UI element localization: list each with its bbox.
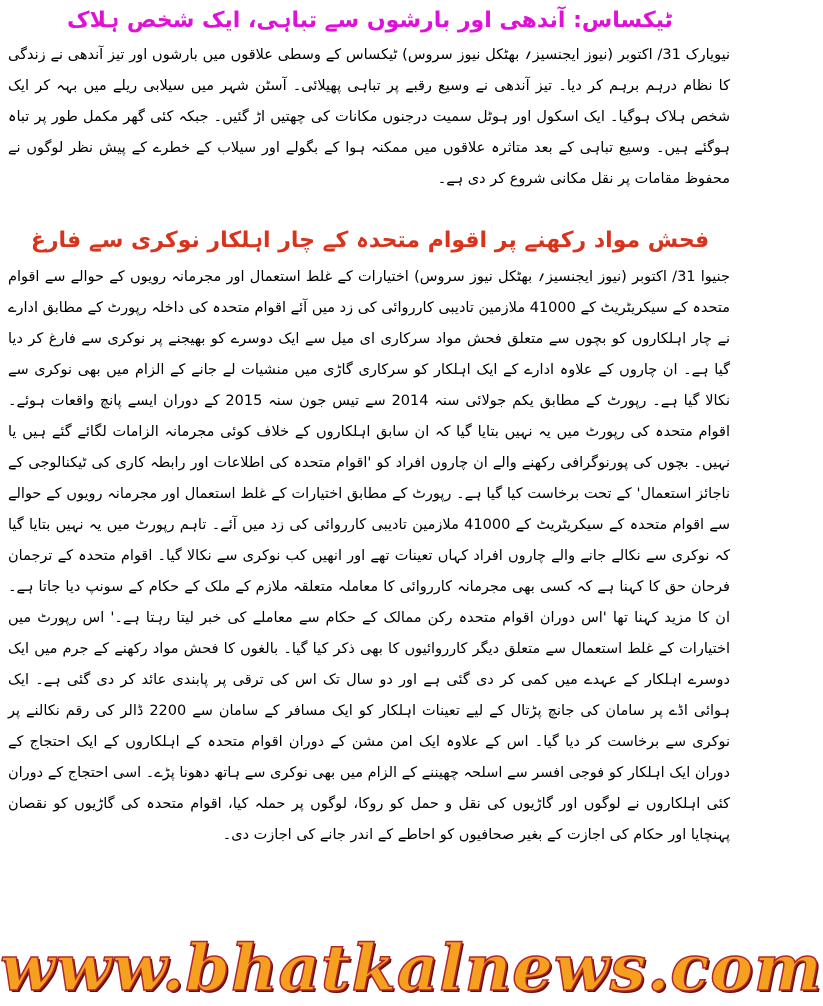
article-2-paragraph: جنیوا 31/ اکتوبر (نیوز ایجنسیز؍ بھٹکل نیوز سروس) اختیارات کے غلط استعمال اور مجرمانہ رویوں کے حوالے سے اقوام متحدہ کے سیکریٹریٹ کے 41000 ملازمین تادیبی کارروائی کی زد میں آئے اقوام متحدہ کی داخلہ رپورٹ کے مطابق ادارے نے چار اہلکاروں کو بچوں سے متعلق فحش مواد سرکاری ای میل سے ایک دوسرے کو بھیجنے پر نوکری سے فارغ کر دیا گیا ہے۔ ان چاروں کے علاوہ ادارے کے ایک اہلکار کو سرکاری گاڑی میں منشیات لے جانے کے الزام میں بھی نوکری سے نکالا گیا ہے۔ رپورٹ کے مطابق یکم جولائی سنہ 2014 سے تیس جون سنہ 2015 کے دوران ایسے پانچ واقعات ہوئے۔ اقوام متحدہ کی رپورٹ میں یہ نہیں بتایا گیا کہ ان سابق اہلکاروں کے خلاف کوئی مجرمانہ الزامات لگائے گئے ہیں یا نہیں۔ بچوں کی پورنوگرافی رکھنے والے ان چاروں افراد کو 'اقوام متحدہ کی اطلاعات اور رابطہ کاری کی ٹیکنالوجی کے ناجائز استعمال' کے تحت برخاست کیا گیا ہے۔ رپورٹ کے مطابق اختیارات کے غلط استعمال اور مجرمانہ رویوں کے حوالے سے اقوام متحدہ کے سیکریٹریٹ کے 41000 ملازمین تادیبی کارروائی کی زد میں آئے۔ تاہم رپورٹ میں یہ نہیں بتایا گیا کہ نوکری سے نکالے جانے والے چاروں افراد کہاں تعینات تھے اور انھیں کب نوکری سے نکالا گیا۔ اقوام متحدہ کے ترجمان فرحان حق کا کہنا ہے کہ کسی بھی مجرمانہ کارروائی کا معاملہ متعلقہ ملازم کے ملک کے حکام کے سونپ دیا جاتا ہے۔ ان کا مزید کہنا تھا 'اس دوران اقوام متحدہ رکن ممالک کے حکام سے معاملے کی خبر لیتا رہتا ہے۔' اس رپورٹ میں اختیارات کے غلط استعمال سے متعلق دیگر کارروائیوں کا بھی ذکر کیا گیا۔ بالغوں کا فحش مواد رکھنے کے جرم میں ایک دوسرے اہلکار کے عہدے میں کمی کر دی گئی ہے اور دو سال تک اس کی ترقی پر پابندی عائد کر دی گئی ہے۔ ایک ہوائی اڈے پر سامان کی جانچ پڑتال کے لیے تعینات اہلکار کو ایک مسافر کے سامان سے 2200 ڈالر کی رقم نکالنے پر نوکری سے برخاست کر دیا گیا۔ اس کے علاوہ ایک امن مشن کے دوران اقوام متحدہ کے اہلکاروں کے ایک احتجاج کے دوران ایک اہلکار کو فوجی افسر سے اسلحہ چھیننے کے الزام میں بھی نوکری سے ہاتھ دھونا پڑے۔ اسی احتجاج کے دوران کئی اہلکاروں نے لوگوں اور گاڑیوں کی نقل و حمل کو روکا، لوگوں پر حملہ کیا، اقوام متحدہ کی گاڑیوں کو نقصان پہنچایا اور حکام کی اجازت کے بغیر صحافیوں کو احاطے کے اندر جانے کی اجازت دی۔ [8,269,731,843]
article-1-body [8,40,730,195]
article-2-headline: فحش مواد رکھنے پر اقوام متحدہ کے چار اہلکار نوکری سے فارغ [30,228,710,253]
website-footer-logo: www.bhatkalnews.com [0,931,823,1006]
article-2-body [8,262,730,854]
article-1-headline: ٹیکساس: آندھی اور بارشوں سے تباہی، ایک شخص ہلاک [67,8,673,33]
article-1-paragraph: نیویارک 31/ اکتوبر (نیوز ایجنسیز؍ بھٹکل نیوز سروس) ٹیکساس کے وسطی علاقوں میں بارشوں اور تیز آندھی نے زندگی کا نظام درہم برہم کر دیا۔ تیز آندھی نے وسیع رقبے پر تباہی پھیلائی۔ آسٹن شہر میں سیلابی ریلے میں بہہ کر ایک شخص ہلاک ہوگیا۔ ایک اسکول اور ہوٹل سمیت درجنوں مکانات کی چھتیں اڑ گئیں۔ جبکہ کئی گھر مکمل طور پر تباہ ہوگئے ہیں۔ وسیع تباہی کے بعد متاثرہ علاقوں میں ممکنہ ہوا کے بگولے اور سیلاب کے خطرے کے پیش نظر لوگوں نے محفوظ مقامات پر نقل مکانی شروع کر دی ہے۔ [8,47,730,187]
